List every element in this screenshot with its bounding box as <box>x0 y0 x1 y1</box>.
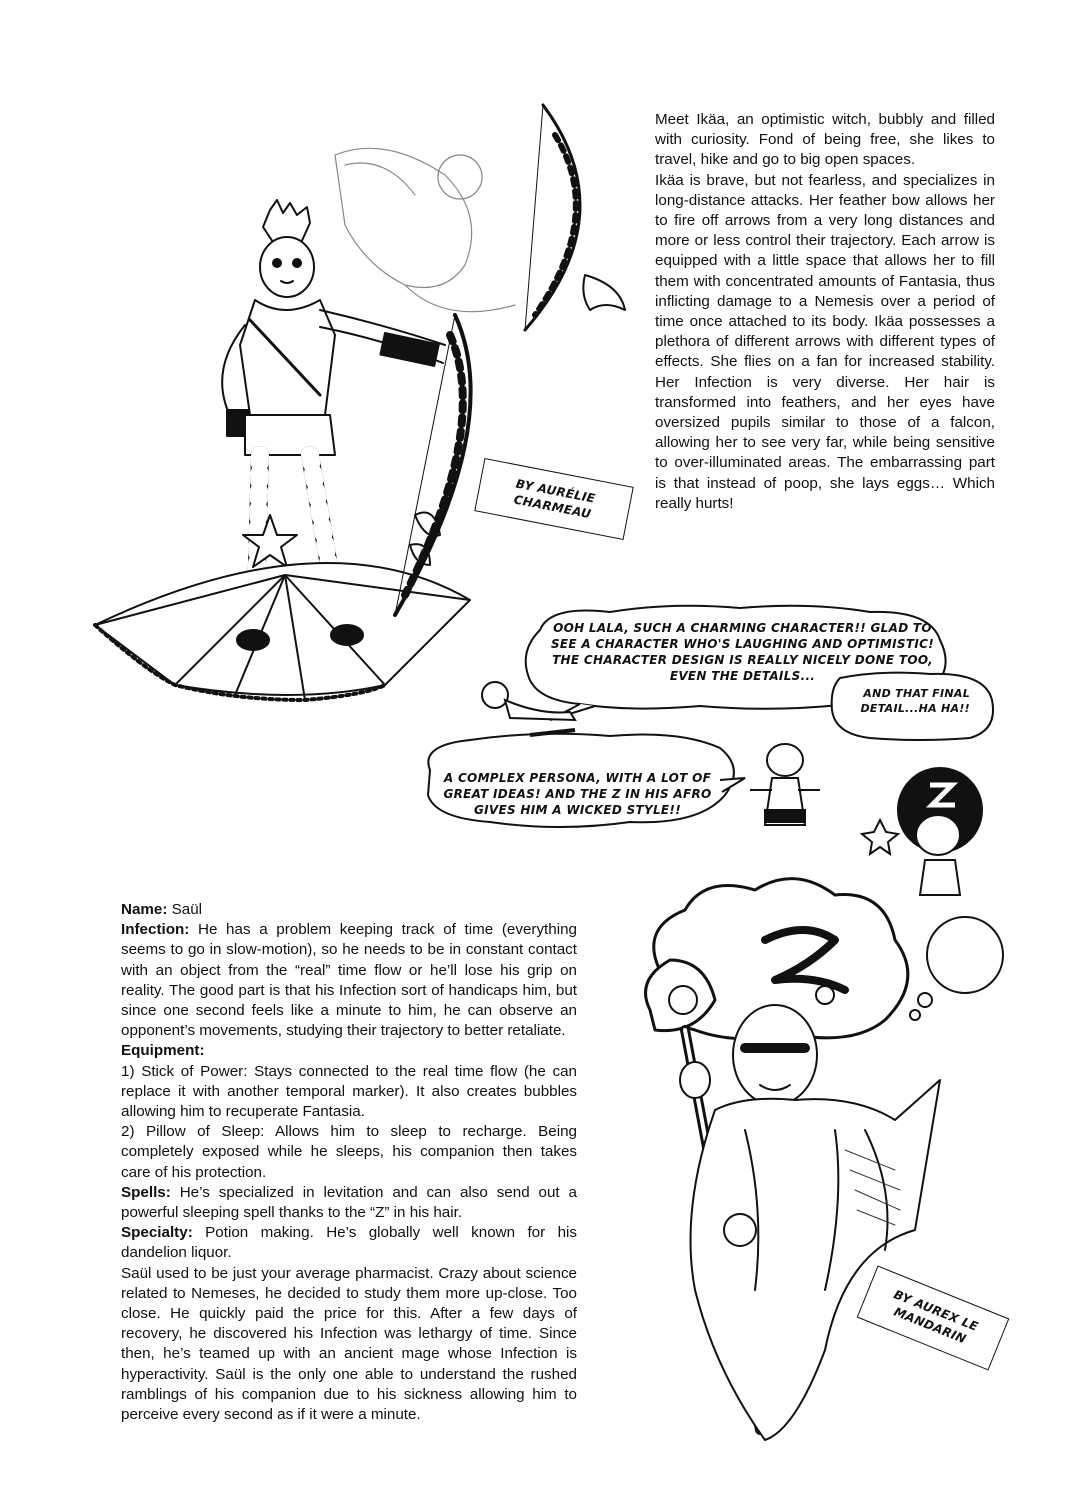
specialty-label: Specialty: <box>121 1224 193 1242</box>
speech-bubble-3-text: A COMPLEX PERSONA, WITH A LOT OF GREAT IDEAS! AND THE Z IN HIS AFRO GIVES HIM A WICKED STYLE!! <box>443 771 712 817</box>
saul-name-line <box>121 900 577 920</box>
saul-story: Saül used to be just your average pharmacist. Crazy about science related to Nemeses, he decided to study them more up-close. Too close. He quickly paid the price for this. After a few days of recovery, he discovered his Infection was lethargy of time. Since then, he’s teamed up with an ancient mage whose Infection is hyperactivity. Saül is the only one able to understand the rushed ramblings of his companion due to his sickness allowing him to perceive every second as if it were a minute. <box>121 1264 577 1424</box>
saul-description <box>121 900 577 1425</box>
specialty-value: Potion making. He’s globally well known for his dandelion liquor. <box>121 1224 577 1262</box>
ikaa-paragraph-2: Ikäa is brave, but not fearless, and specializes in long-distance attacks. Her feather bow allows her to fire off arrows from a very long distances and more or less control their trajectory. Each arrow is equipped with a little space that allows her to fill them with concentrated amounts of Fantasia, thus inflicting damage to a Nemesis over a period of time once attached to its body. Ikäa possesses a plethora of different arrows with different types of effects. She flies on a fan for increased stability. Her Infection is very diverse. Her hair is transformed into feathers, and her eyes have oversized pupils similar to those of a falcon, allowing her to see very far, while being sensitive to over-illuminated areas. The embarrassing part is that instead of poop, she lays eggs… Which really hurts! <box>655 171 995 512</box>
ikaa-credit-text: BY AURÉLIE CHARMEAU <box>512 476 597 522</box>
saul-infection-line <box>121 920 577 1041</box>
saul-illustration <box>595 870 1015 1470</box>
equipment-item-1: 1) Stick of Power: Stays connected to the real time flow (he can replace it with another temporal marker). It also creates bubbles allowing him to recuperate Fantasia. <box>121 1062 577 1121</box>
spells-value: He’s specialized in levitation and can also send out a powerful sleeping spell thanks to the “Z” in his hair. <box>121 1183 577 1222</box>
name-label: Name: <box>121 901 168 918</box>
ikaa-paragraph-1: Meet Ikäa, an optimistic witch, bubbly and filled with curiosity. Fond of being free, she likes to travel, hike and go to big open spaces. <box>655 111 995 169</box>
equipment-label: Equipment: <box>121 1042 205 1060</box>
infection-value: He has a problem keeping track of time (everything seems to go in slow-motion), so he needs to be in constant contact with an object from the “real” time flow or he’ll lose his grip on reality. The good part is that his Infection sort of handicaps him, but since one second feels like a minute to him, he can observe an opponent’s movements, studying their trajectory to better retaliate. <box>121 921 577 1040</box>
saul-credit-text: BY AUREX LE MANDARIN <box>891 1287 981 1347</box>
saul-equipment-heading <box>121 1041 577 1061</box>
equipment-item-2: 2) Pillow of Sleep: Allows him to sleep to recharge. Being completely exposed while he sleeps, his companion then takes care of his protection. <box>121 1123 577 1181</box>
name-value: Saül <box>167 901 203 918</box>
speech-bubble-1-text: OOH LALA, SUCH A CHARMING CHARACTER!! GLAD TO SEE A CHARACTER WHO'S LAUGHING AND OPTIMISTIC! THE CHARACTER DESIGN IS REALLY NICELY DONE TOO, EVEN THE DETAILS... <box>550 621 935 683</box>
ikaa-description <box>655 110 995 514</box>
saul-specialty-line <box>121 1223 577 1263</box>
speech-bubble-2-text: AND THAT FINAL DETAIL...HA HA!! <box>860 687 970 715</box>
infection-label: Infection: <box>121 921 190 939</box>
saul-spells-line <box>121 1183 577 1223</box>
spells-label: Spells: <box>121 1183 171 1201</box>
